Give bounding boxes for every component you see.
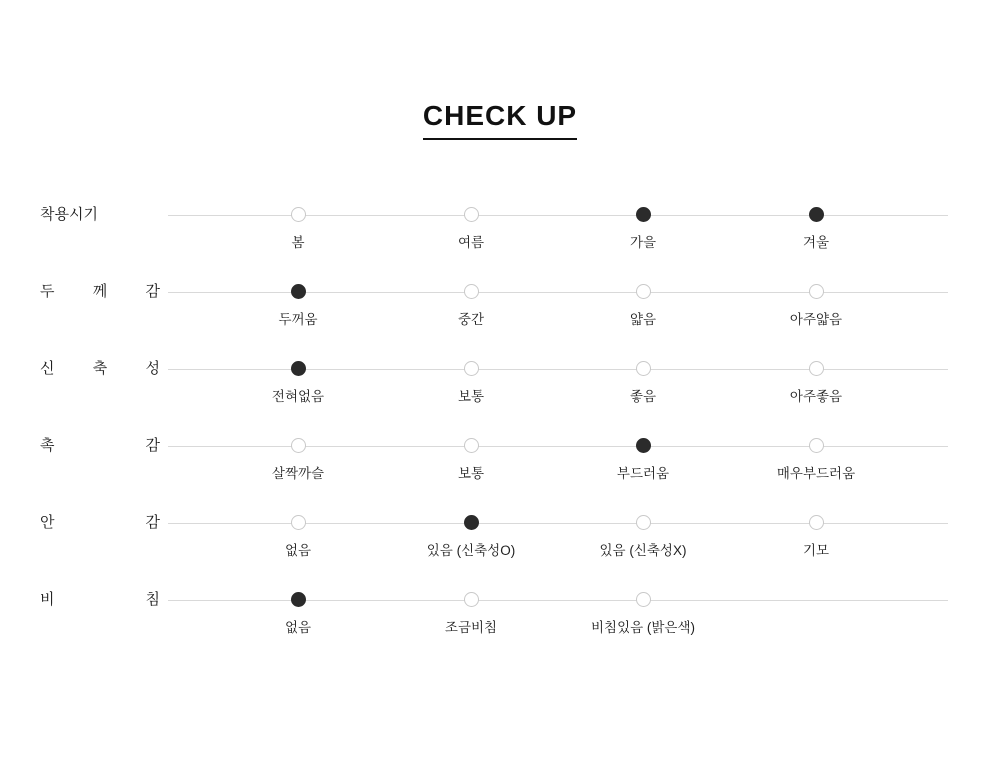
option-label: 없음 <box>284 620 312 635</box>
option-item[interactable] <box>213 575 383 636</box>
option-dot[interactable] <box>636 207 651 222</box>
row-options <box>168 344 948 421</box>
option-dot[interactable] <box>809 207 824 222</box>
option-item[interactable] <box>213 421 383 482</box>
option-dot[interactable] <box>291 207 306 222</box>
option-dot[interactable] <box>636 515 651 530</box>
chart-row <box>0 267 1000 344</box>
option-dot[interactable] <box>636 361 651 376</box>
option-item[interactable] <box>731 498 901 559</box>
option-label: 없음 <box>284 543 312 558</box>
option-label: 여름 <box>457 235 485 250</box>
option-dot[interactable] <box>809 438 824 453</box>
option-dot[interactable] <box>636 438 651 453</box>
option-item[interactable] <box>558 190 728 251</box>
check-up-chart <box>0 190 1000 652</box>
row-options <box>168 498 948 575</box>
option-dot[interactable] <box>291 284 306 299</box>
row-label: 비 침 <box>40 591 160 608</box>
option-label: 보통 <box>457 389 485 404</box>
option-dot[interactable] <box>636 284 651 299</box>
option-item[interactable] <box>731 344 901 405</box>
option-label: 두꺼움 <box>278 312 318 327</box>
option-dot[interactable] <box>291 592 306 607</box>
option-label: 겨울 <box>802 235 830 250</box>
option-dot[interactable] <box>464 284 479 299</box>
option-label: 가을 <box>629 235 657 250</box>
row-label: 신 축 성 <box>40 360 160 377</box>
option-label: 있음 (신축성O) <box>426 543 516 558</box>
row-label: 두 께 감 <box>40 283 160 300</box>
option-label: 살짝까슬 <box>271 466 325 481</box>
option-item[interactable] <box>731 190 901 251</box>
option-dot[interactable] <box>464 207 479 222</box>
option-item[interactable] <box>558 575 728 636</box>
row-options <box>168 421 948 498</box>
option-dot[interactable] <box>291 438 306 453</box>
option-item[interactable] <box>731 421 901 482</box>
option-dot[interactable] <box>809 361 824 376</box>
option-dot[interactable] <box>636 592 651 607</box>
option-item[interactable] <box>386 190 556 251</box>
option-label: 조금비침 <box>444 620 498 635</box>
option-item[interactable] <box>386 421 556 482</box>
option-label: 매우부드러움 <box>776 466 856 481</box>
option-label: 있음 (신축성X) <box>599 543 687 558</box>
option-dot[interactable] <box>809 284 824 299</box>
option-item[interactable] <box>558 267 728 328</box>
option-dot[interactable] <box>464 438 479 453</box>
option-label: 봄 <box>291 235 305 250</box>
option-label: 전혀없음 <box>271 389 325 404</box>
row-options <box>168 575 948 652</box>
option-item[interactable] <box>386 267 556 328</box>
chart-row <box>0 344 1000 421</box>
option-dot[interactable] <box>464 361 479 376</box>
row-label: 안 감 <box>40 514 160 531</box>
option-label: 기모 <box>802 543 830 558</box>
option-label: 얇음 <box>629 312 657 327</box>
chart-row <box>0 575 1000 652</box>
option-dot[interactable] <box>809 515 824 530</box>
option-item[interactable] <box>386 344 556 405</box>
option-item[interactable] <box>213 344 383 405</box>
option-dot[interactable] <box>291 515 306 530</box>
row-label: 촉 감 <box>40 437 160 454</box>
row-options <box>168 267 948 344</box>
option-dot[interactable] <box>291 361 306 376</box>
option-item[interactable] <box>558 344 728 405</box>
option-item[interactable] <box>558 421 728 482</box>
chart-row <box>0 421 1000 498</box>
chart-row <box>0 498 1000 575</box>
row-options <box>168 190 948 267</box>
option-item[interactable] <box>213 498 383 559</box>
option-label: 비침있음 (밝은색) <box>590 620 696 635</box>
option-dot[interactable] <box>464 515 479 530</box>
option-item[interactable] <box>213 267 383 328</box>
option-label: 좋음 <box>629 389 657 404</box>
option-label: 부드러움 <box>616 466 670 481</box>
option-label: 중간 <box>457 312 485 327</box>
page-title-text: CHECK UP <box>423 100 577 140</box>
option-label: 아주좋음 <box>789 389 843 404</box>
option-label: 보통 <box>457 466 485 481</box>
chart-row <box>0 190 1000 267</box>
option-item[interactable] <box>386 575 556 636</box>
option-item[interactable] <box>558 498 728 559</box>
option-item[interactable] <box>213 190 383 251</box>
option-label: 아주얇음 <box>789 312 843 327</box>
row-label: 착용시기 <box>40 206 98 223</box>
option-dot[interactable] <box>464 592 479 607</box>
option-item[interactable] <box>386 498 556 559</box>
page-title <box>0 100 1000 140</box>
option-item[interactable] <box>731 267 901 328</box>
